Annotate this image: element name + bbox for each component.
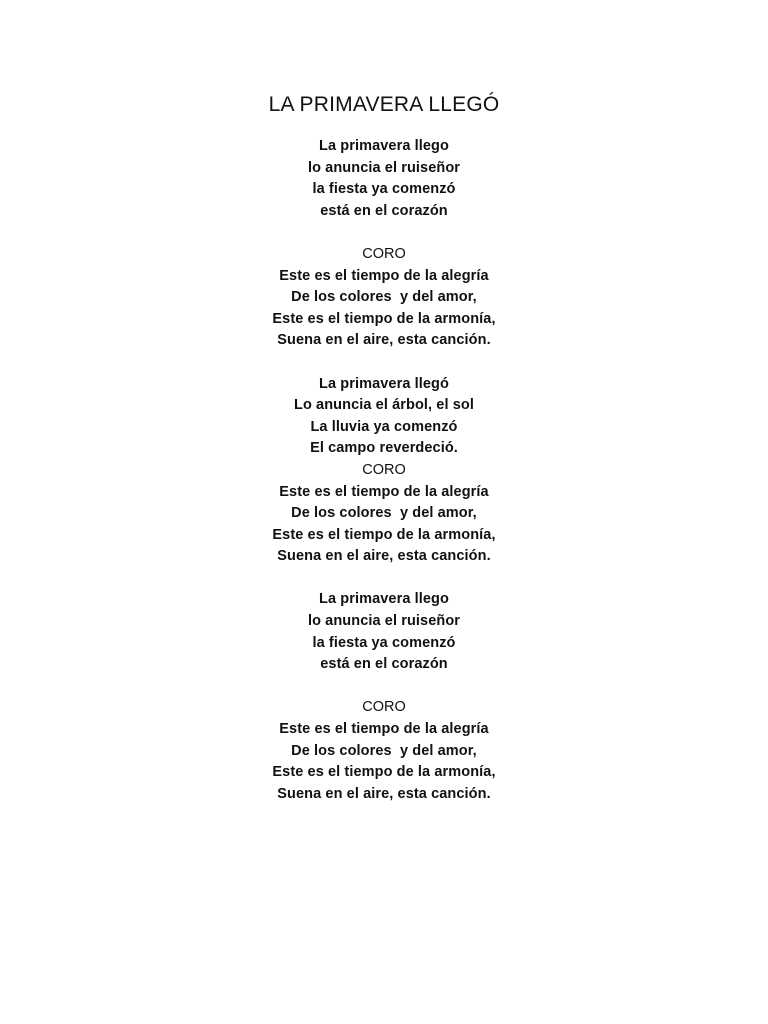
stanza-spacer: [0, 352, 768, 374]
verse-line: lo anuncia el ruiseñor: [307, 613, 461, 630]
chorus-1: [0, 244, 768, 352]
stanza-spacer: [0, 676, 768, 698]
stanza-spacer: [0, 222, 768, 244]
chorus-line: Suena en el aire, esta canción.: [277, 332, 491, 349]
chorus-line: De los colores y del amor,: [291, 505, 477, 522]
chorus-line: Este es el tiempo de la armonía,: [272, 526, 496, 543]
chorus-line: De los colores y del amor,: [291, 289, 477, 306]
chorus-line: Suena en el aire, esta canción.: [277, 548, 491, 565]
verse-2: [0, 374, 768, 460]
song-title: LA PRIMAVERA LLEGÓ: [268, 93, 500, 116]
chorus-3: [0, 697, 768, 805]
stanza-spacer: [0, 568, 768, 590]
chorus-2: [0, 460, 768, 568]
chorus-line: Este es el tiempo de la alegría: [279, 721, 489, 738]
chorus-line: De los colores y del amor,: [291, 742, 477, 759]
chorus-line: Suena en el aire, esta canción.: [277, 785, 491, 802]
verse-line: está en el corazón: [320, 202, 448, 219]
verse-line: La primavera llego: [319, 138, 449, 154]
chorus-line: Este es el tiempo de la armonía,: [272, 310, 496, 327]
chorus-line: Este es el tiempo de la alegría: [279, 267, 489, 284]
verse-line: La primavera llego: [319, 591, 449, 608]
verse-line: La lluvia ya comenzó: [310, 418, 458, 435]
verse-line: lo anuncia el ruiseñor: [307, 159, 461, 176]
chorus-line: Este es el tiempo de la alegría: [279, 483, 489, 500]
chorus-label: CORO: [362, 699, 406, 716]
verse-line: La primavera llegó: [319, 375, 449, 392]
verse-1: [0, 136, 768, 222]
verse-line: la fiesta ya comenzó: [312, 634, 456, 651]
verse-3: [0, 589, 768, 675]
verse-line: está en el corazón: [320, 656, 448, 673]
verse-line: Lo anuncia el árbol, el sol: [294, 397, 474, 414]
verse-line: El campo reverdeció.: [310, 440, 458, 457]
verse-line: la fiesta ya comenzó: [312, 181, 456, 198]
chorus-label: CORO: [362, 461, 406, 478]
chorus-line: Este es el tiempo de la armonía,: [272, 764, 496, 781]
lyrics-body: [0, 136, 768, 805]
chorus-label: CORO: [362, 245, 406, 262]
